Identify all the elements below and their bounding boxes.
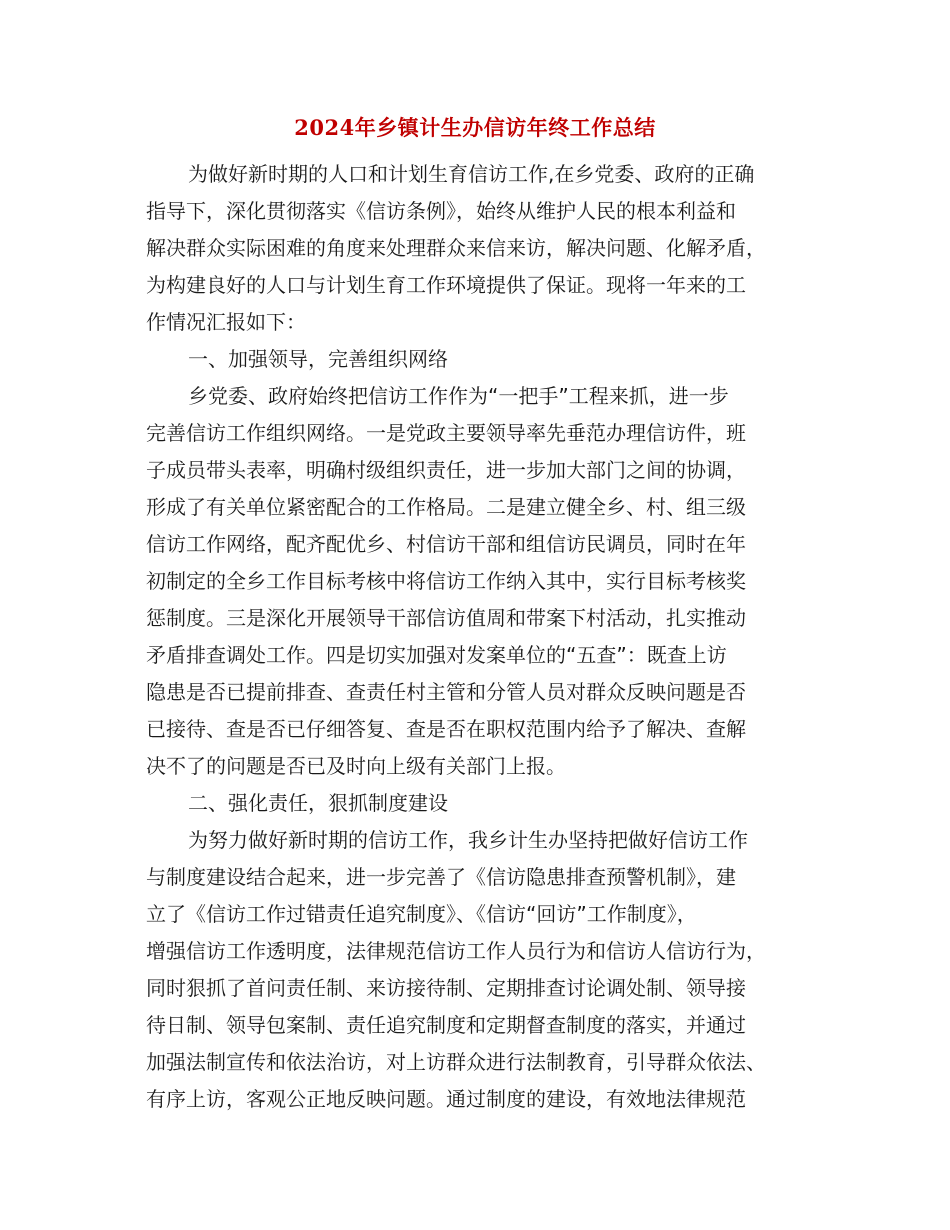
document-title: 2024年乡镇计生办信访年终工作总结 — [294, 115, 656, 140]
paragraph-line: 信访工作网络，配齐配优乡、村信访干部和组信访民调员，同时在年 — [146, 532, 746, 556]
paragraph-line: 解决群众实际困难的角度来处理群众来信来访，解决问题、化解矛盾， — [146, 236, 766, 260]
paragraph-line: 增强信访工作透明度，法律规范信访工作人员行为和信访人信访行为， — [146, 939, 766, 963]
paragraph-line: 形成了有关单位紧密配合的工作格局。二是建立健全乡、村、组三级 — [146, 495, 746, 519]
paragraph-line: 与制度建设结合起来，进一步完善了《信访隐患排查预警机制》，建 — [146, 865, 736, 889]
paragraph-line: 已接待、查是否已仔细答复、查是否在职权范围内给予了解决、查解 — [146, 717, 746, 741]
paragraph-line: 乡党委、政府始终把信访工作作为“一把手”工程来抓，进一步 — [188, 384, 729, 408]
paragraph-line: 指导下，深化贯彻落实《信访条例》，始终从维护人民的根本利益和 — [146, 199, 736, 223]
paragraph-line: 为做好新时期的人口和计划生育信访工作,在乡党委、政府的正确 — [188, 162, 755, 186]
paragraph-line: 同时狠抓了首问责任制、来访接待制、定期排查讨论调处制、领导接 — [146, 976, 746, 1000]
paragraph-line: 惩制度。三是深化开展领导干部信访值周和带案下村活动，扎实推动 — [146, 606, 746, 630]
paragraph-line: 隐患是否已提前排查、查责任村主管和分管人员对群众反映问题是否 — [146, 680, 746, 704]
paragraph-line: 完善信访工作组织网络。一是党政主要领导率先垂范办理信访件，班 — [146, 421, 746, 445]
paragraph-line: 有序上访，客观公正地反映问题。通过制度的建设，有效地法律规范 — [146, 1087, 746, 1111]
paragraph-line: 初制定的全乡工作目标考核中将信访工作纳入其中，实行目标考核奖 — [146, 569, 746, 593]
paragraph-line: 子成员带头表率，明确村级组织责任，进一步加大部门之间的协调， — [146, 458, 746, 482]
paragraph-line: 为努力做好新时期的信访工作，我乡计生办坚持把做好信访工作 — [188, 828, 748, 852]
paragraph-line: 立了《信访工作过错责任追究制度》、《信访“回访”工作制度》， — [146, 902, 697, 926]
paragraph-line: 加强法制宣传和依法治访，对上访群众进行法制教育，引导群众依法、 — [146, 1050, 766, 1074]
paragraph-line: 为构建良好的人口与计划生育工作环境提供了保证。现将一年来的工 — [146, 273, 746, 297]
section-heading-1: 一、加强领导，完善组织网络 — [188, 347, 448, 371]
paragraph-line: 待日制、领导包案制、责任追究制度和定期督查制度的落实，并通过 — [146, 1013, 746, 1037]
paragraph-line: 矛盾排查调处工作。四是切实加强对发案单位的“五查”：既查上访 — [146, 643, 727, 667]
paragraph-line: 决不了的问题是否已及时向上级有关部门上报。 — [146, 754, 566, 778]
section-heading-2: 二、强化责任，狠抓制度建设 — [188, 791, 448, 815]
paragraph-line: 作情况汇报如下： — [146, 310, 306, 334]
